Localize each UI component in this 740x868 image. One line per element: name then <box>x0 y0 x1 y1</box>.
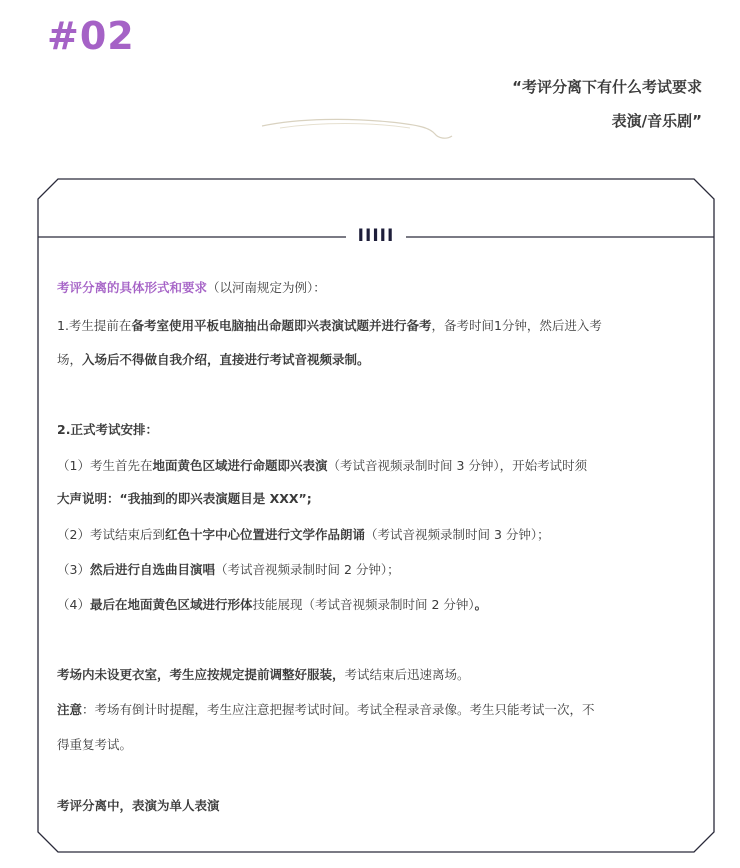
text: （考试音视频录制时间 3 分钟），开始考试时须 <box>327 458 588 473</box>
text: 场， <box>57 352 83 367</box>
heading-line-2: 表演/音乐剧” <box>611 112 702 130</box>
text: （考试音视频录制时间 3 分钟）； <box>364 527 550 542</box>
text-bold: 最后在地面黄色区域进行形体 <box>89 597 253 612</box>
note-line2: 得重复考试。 <box>57 737 133 752</box>
intro-suffix: （以河南规定为例）： <box>207 280 326 295</box>
p2-title: 2.正式考试安排： <box>57 422 158 437</box>
text: （3） <box>57 562 90 577</box>
text: 考试结束后迅速离场。 <box>344 667 470 682</box>
divider-mark: IIIII <box>348 226 405 246</box>
text-bold: 。 <box>474 597 488 612</box>
note-line1 <box>57 700 595 718</box>
text: （2）考试结束后到 <box>57 527 165 542</box>
text-bold: 考场内未设更衣室，考生应按规定提前调整好服装， <box>57 667 345 682</box>
item1-line1 <box>57 456 587 474</box>
text: （1）考生首先在 <box>57 458 153 473</box>
item2 <box>57 525 550 543</box>
card-divider <box>38 226 714 248</box>
section-number: #02 <box>47 14 135 58</box>
heading-line-1: “考评分离下有什么考试要求 <box>512 78 702 96</box>
closing-line: 考评分离中，表演为单人表演 <box>57 798 220 813</box>
text: （4） <box>57 597 90 612</box>
intro-line <box>57 278 326 296</box>
item1-line2: 大声说明：“我抽到的即兴表演题目是 XXX”; <box>57 491 312 506</box>
text: 技能展现（考试音视频录制时间 2 分钟） <box>252 597 475 612</box>
item4 <box>57 595 487 613</box>
text: 1.考生提前在 <box>57 318 132 333</box>
note-label: 注意 <box>57 702 83 717</box>
text-bold: 入场后不得做自我介绍，直接进行考试音视频录制。 <box>82 352 370 367</box>
p1-line1 <box>57 316 602 334</box>
p3 <box>57 665 470 683</box>
text-bold: 备考室使用平板电脑抽出命题即兴表演试题并进行备考 <box>131 318 432 333</box>
text: ，备考时间1分钟，然后进入考 <box>431 318 602 333</box>
text-bold: 然后进行自选曲目演唱 <box>89 562 215 577</box>
text: （考试音视频录制时间 2 分钟）； <box>214 562 400 577</box>
text: ：考场有倒计时提醒，考生应注意把握考试时间。考试全程录音录像。考生只能考试一次，不 <box>82 702 595 717</box>
text-bold: 地面黄色区域进行命题即兴表演 <box>152 458 328 473</box>
item3 <box>57 560 400 578</box>
intro-highlight: 考评分离的具体形式和要求 <box>57 280 208 295</box>
text-bold: 红色十字中心位置进行文学作品朗诵 <box>164 527 365 542</box>
p1-line2 <box>57 350 370 368</box>
